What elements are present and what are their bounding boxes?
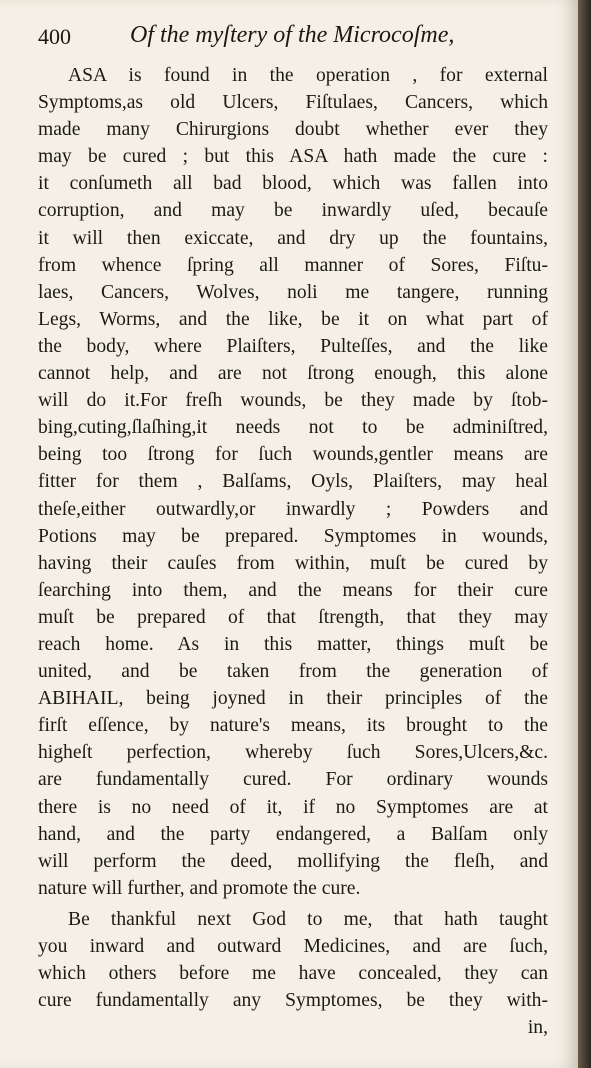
text-line: will do it.For freſh wounds, be they made by ſtob- [38,390,548,412]
text-line: from whence ſpring all manner of Sores, Fiſtu- [38,254,548,276]
text-line: higheſt perfection, whereby ſuch Sores,Ulcers,&c. [38,742,548,764]
text-line: ASA is found in the operation , for external [68,65,548,86]
text-line: are fundamentally cured. For ordinary wounds [38,769,548,791]
text-line: firſt eſſence, by nature's means, its brought to the [38,715,548,737]
paragraph-2 [38,906,548,1041]
catchword: in, [527,1017,548,1039]
text-line: theſe,either outwardly,or inwardly ; Powders and [38,498,548,520]
text-line: Potions may be prepared. Symptomes in wounds, [38,525,548,547]
text-line: there is no need of it, if no Symptomes are at [38,796,548,818]
text-line: reach home. As in this matter, things muſt be [38,633,548,655]
text-line: bing,cuting,ſlaſhing,it needs not to be adminiſtred, [38,417,548,439]
page-header [38,22,548,58]
text-line: fitter for them , Balſams, Oyls, Plaiſters, may heal [38,471,548,493]
text-line: hand, and the party endangered, a Balſam only [38,823,548,845]
text-line: Legs, Worms, and the like, be it on what part of [38,308,548,330]
text-line: cannot help, and are not ſtrong enough, this alone [38,363,548,385]
body-text [38,62,548,1041]
page-number: 400 [38,24,71,49]
text-line: nature will further, and promote the cure. [38,877,361,899]
text-line: made many Chirurgions doubt whether ever they [38,119,548,141]
text-line: being too ſtrong for ſuch wounds,gentler means are [38,444,548,466]
text-line: it conſumeth all bad blood, which was fallen into [38,173,548,195]
running-title: Of the myſtery of the Microcoſme, [130,22,455,48]
text-line: Symptoms,as old Ulcers, Fiſtulaes, Cancers, which [38,92,548,114]
text-line: it will then exiccate, and dry up the fountains, [38,227,548,249]
text-line: cure fundamentally any Symptomes, be they with- [38,990,548,1012]
text-line: you inward and outward Medicines, and are ſuch, [38,936,548,957]
text-line: ABIHAIL, being joyned in their principles of the [38,688,548,710]
text-line: will perform the deed, mollifying the fleſh, and [38,850,548,872]
text-line: ſearching into them, and the means for their cure [38,579,548,601]
text-line: may be cured ; but this ASA hath made the cure : [38,146,548,168]
text-line: Be thankful next God to me, that hath taught [68,908,548,930]
text-line: corruption, and may be inwardly uſed, becauſe [38,200,548,222]
text-line: laes, Cancers, Wolves, noli me tangere, running [38,281,548,303]
text-line: the body, where Plaiſters, Pulteſſes, and the like [38,335,548,357]
book-gutter [578,0,591,1068]
text-line: having their cauſes from within, muſt be cured by [38,552,548,574]
text-line: united, and be taken from the generation of [38,661,548,683]
text-line: which others before me have concealed, they can [38,963,548,985]
paragraph-1 [38,62,548,902]
text-line: muſt be prepared of that ſtrength, that they may [38,606,548,628]
